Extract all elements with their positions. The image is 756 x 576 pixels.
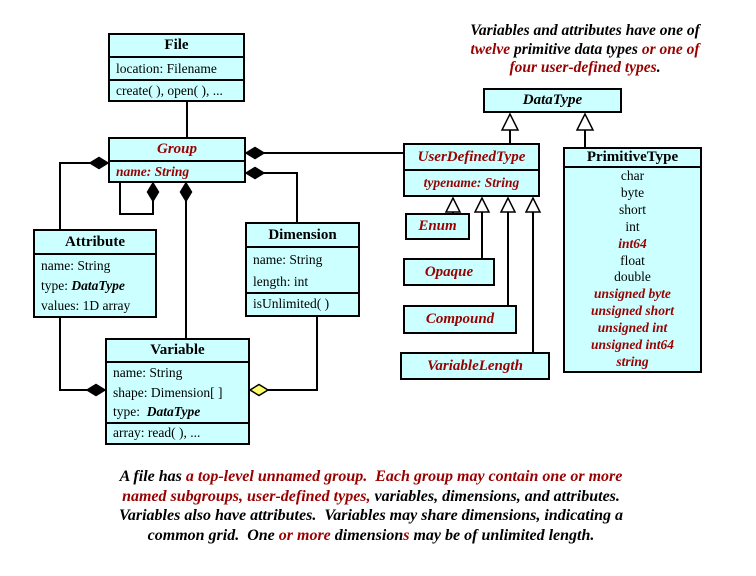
class-box-dimension [245,222,360,317]
connector-group-dimension [264,173,297,222]
class-box-attribute [33,229,157,318]
generalization-arrow-icon [502,114,518,130]
shared-aggregation-diamond-icon [250,385,268,396]
composition-diamond-icon [87,385,105,396]
operation-row: create( ), open( ), ... [116,83,223,98]
composition-diamond-icon [246,168,264,179]
list-item: int [625,218,640,234]
class-title-enum: Enum [418,218,457,234]
attribute-row: typename: String [423,175,520,190]
list-item: unsigned byte [594,286,671,302]
list-item: unsigned short [591,303,674,319]
connector-variable-attribute [60,318,87,390]
list-item: int64 [618,235,647,251]
attribute-row: length: int [253,274,309,289]
class-box-variablelength [400,352,550,380]
composition-diamond-icon [246,148,264,159]
class-box-compound [403,305,517,334]
connector-group-attribute [60,163,90,229]
class-box-datatype [483,88,622,113]
list-item: named subgroups, user-defined types, variables, dimensions, and attributes. [122,487,620,505]
list-item: float [620,252,645,268]
class-title-datatype: DataType [522,92,583,108]
operation-row: isUnlimited( ) [253,296,330,311]
list-item: char [620,168,645,183]
class-title-variablelength: VariableLength [427,358,523,374]
list-item: twelve primitive data types or one of [470,40,700,58]
list-item: unsigned int64 [591,337,674,353]
list-item: short [619,201,646,217]
composition-diamond-icon [148,183,159,201]
list-item: byte [620,184,645,200]
primitive-type-list [565,168,700,371]
attribute-row: name: String [116,164,190,179]
attribute-row: shape: Dimension[ ] [113,384,223,400]
list-item: common grid. One or more dimensions may be of unlimited length. [147,526,595,544]
list-item: Variables also have attributes. Variables may share dimensions, indicating a [118,507,624,524]
connector-variable-dimension [268,317,317,390]
attribute-row: type: DataType [41,278,125,293]
class-box-opaque [403,258,495,286]
list-item: four user-defined types. [509,59,661,76]
operation-row: array: read( ), ... [113,425,201,440]
generalization-arrow-icon [446,198,460,212]
list-item: Variables and attributes have one of [470,22,700,39]
class-box-file [108,33,245,102]
generalization-arrow-icon [475,198,489,212]
class-box-primitivetype [563,147,702,373]
class-title-variable: Variable [107,340,248,363]
attribute-row: values: 1D array [41,298,131,313]
attribute-row: type: DataType [113,404,201,419]
class-title-attribute: Attribute [35,231,155,255]
class-title-userdefinedtype: UserDefinedType [405,145,538,171]
list-item: unsigned int [597,320,668,336]
bottom-annotation [14,467,728,545]
top-annotation [416,22,754,78]
class-box-enum [405,213,470,240]
list-item: string [616,353,649,369]
connector-group-subgroup-self [120,183,153,214]
generalization-arrow-icon [501,198,515,212]
composition-diamond-icon [181,183,192,201]
attribute-row: name: String [113,365,183,380]
list-item: A file has a top-level unnamed group. Each group may contain one or more [119,468,623,485]
attribute-row: name: String [41,258,111,273]
class-title-compound: Compound [425,311,495,327]
class-box-variable [105,338,250,445]
attribute-row: name: String [253,252,323,267]
class-box-userdefinedtype [403,143,540,197]
class-title-file: File [110,35,243,58]
class-title-dimension: Dimension [247,224,358,248]
class-title-primitivetype: PrimitiveType [565,149,700,168]
class-title-group: Group [110,139,244,162]
generalization-arrow-icon [577,114,593,130]
generalization-arrow-icon [526,198,540,212]
list-item: double [614,269,651,285]
attribute-row: location: Filename [116,61,217,76]
class-box-group [108,137,246,183]
composition-diamond-icon [90,158,108,169]
class-title-opaque: Opaque [424,264,474,280]
